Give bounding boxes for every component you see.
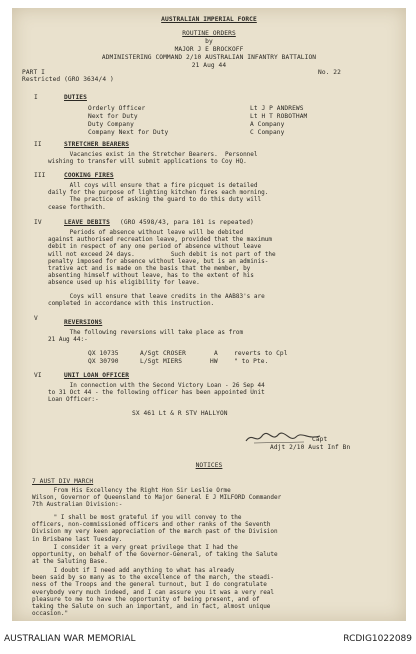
duty-label: Next for Duty (88, 113, 138, 120)
stretcher-body: Vacancies exist in the Stretcher Bearers. Personnel wishing to transfer will submit applications to Coy HQ. (48, 151, 258, 166)
order-number: No. 22 (318, 69, 341, 76)
force-title: AUSTRALIAN IMPERIAL FORCE (161, 16, 257, 23)
command-line: ADMINISTERING COMMAND 2/10 AUSTRALIAN INFANTRY BATTALION (101, 54, 317, 61)
order-sheet (12, 8, 406, 621)
restricted-note: Restricted (GRO 3634/4 ) (22, 76, 114, 83)
leave-body: Periods of absence without leave will be debited against authorised recreation leave, provided that the maximum debit in respect of any one period of absence without leave will not exceed 24 days. Such debit is not part of the penalty imposed for absence without leave, but is an adminis- trative act and is made on the basis that the member, by absenting himself without leave, has to the extent of his absence used up his eligibility for leave. (48, 229, 276, 287)
notice-paragraph: " I shall be most grateful if you will convey to the officers, non-commissioned officers and other ranks of the Seventh Division my very keen appreciation of the march past of the Division in Brisbane last Tuesday. (32, 514, 278, 543)
section-heading-cooking: COOKING FIRES (64, 172, 114, 179)
signature-role: Adjt 2/10 Aust Inf Bn (270, 444, 351, 451)
notice-paragraph: I doubt if I need add anything to what has already been said by so many as to the excellence of the march, the steadi- ness of the Troops and the general turnout, but I do congratulate everybody very much indeed, and I can assure you it was a very real pleasure to me to have the opportunity of being present, and of taking the Salute on such an important, and in fact, almost unique occasion." (32, 567, 275, 618)
reversions-intro: The following reversions will take place as from 21 Aug 44:- (48, 329, 244, 344)
leave-reference: (GRO 4598/43, para 101 is repeated) (120, 219, 254, 226)
by-line: by (205, 38, 213, 45)
section-number: II (34, 141, 42, 148)
archive-id: RCDIG1022089 (343, 634, 412, 644)
loan-body: In connection with the Second Victory Loan - 26 Sep 44 to 31 Oct 44 - the following officer has been appointed Unit Loan Officer:- (48, 382, 265, 404)
duty-label: Orderly Officer (88, 105, 146, 112)
section-heading-leave: LEAVE DEBITS (64, 219, 110, 226)
duty-label: Duty Company (88, 121, 134, 128)
document-title: ROUTINE ORDERS (182, 30, 236, 37)
section-heading-duties: DUTIES (64, 94, 87, 101)
order-date: 21 Aug 44 (191, 62, 227, 69)
section-heading-reversions: REVERSIONS (64, 319, 103, 326)
cooking-body: All coys will ensure that a fire picquet is detailed daily for the purpose of lighting kitchen fires each morning. The practice of asking the guard to do this duty will cease forthwith. (48, 182, 269, 211)
duty-value: C Company (250, 129, 285, 136)
reversion-number: QX 10735 (88, 350, 119, 357)
signature-rank: Capt (312, 436, 328, 443)
reversion-number: QX 30790 (88, 358, 119, 365)
section-heading-stretcher: STRETCHER BEARERS (64, 141, 130, 148)
archive-credit: AUSTRALIAN WAR MEMORIAL (4, 634, 136, 644)
notices-heading: NOTICES (195, 462, 223, 469)
duty-value: Lt H T ROBOTHAM (250, 113, 308, 120)
reversion-action: " to Pte. (234, 358, 269, 365)
leave-body-2: Coys will ensure that leave credits in the AAB83's are completed in accordance with this instruction. (48, 293, 265, 308)
reversion-coy: HW (210, 358, 218, 365)
reversion-coy: A (214, 350, 218, 357)
section-heading-loan: UNIT LOAN OFFICER (64, 372, 130, 379)
section-number: IV (34, 219, 42, 226)
notice-paragraph: I consider it a very great privilege that I had the opportunity, on behalf of the Governor-General, of taking the Salute at the Saluting Base. (32, 544, 278, 566)
section-number: V (34, 315, 38, 322)
duty-label: Company Next for Duty (88, 129, 169, 136)
reversion-action: reverts to Cpl (234, 350, 288, 357)
reversion-rank: L/Sgt MIERS (140, 358, 183, 365)
archive-footer (0, 630, 416, 654)
notice-subheading: 7 AUST DIV MARCH (32, 478, 94, 485)
section-number: I (34, 94, 38, 101)
duty-value: Lt J P ANDREWS (250, 105, 304, 112)
section-number: III (34, 172, 46, 179)
part-label: PART I (22, 69, 45, 76)
major-line: MAJOR J E BROCKOFF (174, 46, 244, 53)
loan-officer: SX 461 Lt & R STV HALLYON (132, 410, 228, 417)
reversion-rank: A/Sgt CROSER (140, 350, 186, 357)
notice-intro: From His Excellency the Right Hon Sir Leslie Orme Wilson, Governor of Queensland to Major General E J MILFORD Commander 7th Australian Division:- (32, 487, 282, 509)
duty-value: A Company (250, 121, 285, 128)
section-number: VI (34, 372, 42, 379)
